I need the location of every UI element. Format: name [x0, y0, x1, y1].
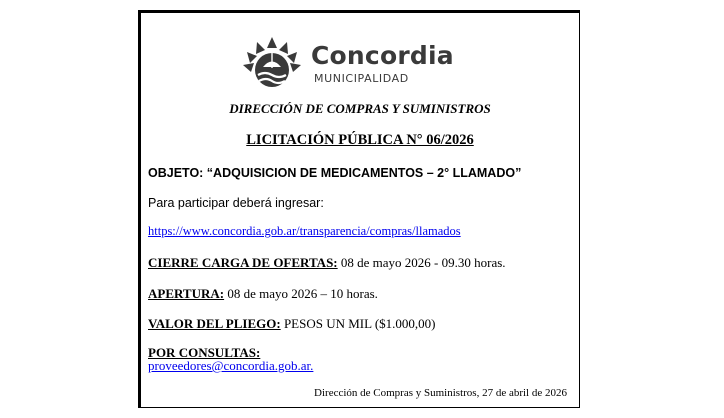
notice-frame — [138, 10, 580, 408]
valor-value: PESOS UN MIL ($1.000,00) — [280, 316, 436, 331]
objeto-line: OBJETO: “ADQUISICION DE MEDICAMENTOS – 2° LLAMADO” — [148, 166, 522, 180]
valor-label: VALOR DEL PLIEGO: — [148, 316, 281, 331]
cierre-row — [148, 255, 506, 271]
footer-signature: Dirección de Compras y Suministros, 27 de abril de 2026 — [314, 387, 567, 399]
apertura-row — [148, 286, 378, 302]
consultas-label: POR CONSULTAS: — [148, 345, 261, 360]
department-heading: DIRECCIÓN DE COMPRAS Y SUMINISTROS — [229, 101, 491, 116]
contact-email-link[interactable]: proveedores@concordia.gob.ar. — [148, 358, 314, 373]
apertura-value: 08 de mayo 2026 – 10 horas. — [224, 286, 378, 301]
tender-title: LICITACIÓN PÚBLICA N° 06/2026 — [246, 132, 474, 148]
valor-row — [148, 316, 436, 332]
cierre-value: 08 de mayo 2026 - 09.30 horas. — [337, 255, 506, 270]
apertura-label: APERTURA: — [148, 286, 225, 301]
llamados-link[interactable]: https://www.concordia.gob.ar/transparencia/compras/llamados — [148, 224, 461, 238]
concordia-emblem-icon — [241, 34, 303, 94]
intro-text: Para participar deberá ingresar: — [148, 196, 324, 210]
cierre-label: CIERRE CARGA DE OFERTAS: — [148, 255, 338, 270]
brand-subtitle: MUNICIPALIDAD — [314, 72, 409, 85]
brand-name: Concordia — [311, 41, 454, 70]
